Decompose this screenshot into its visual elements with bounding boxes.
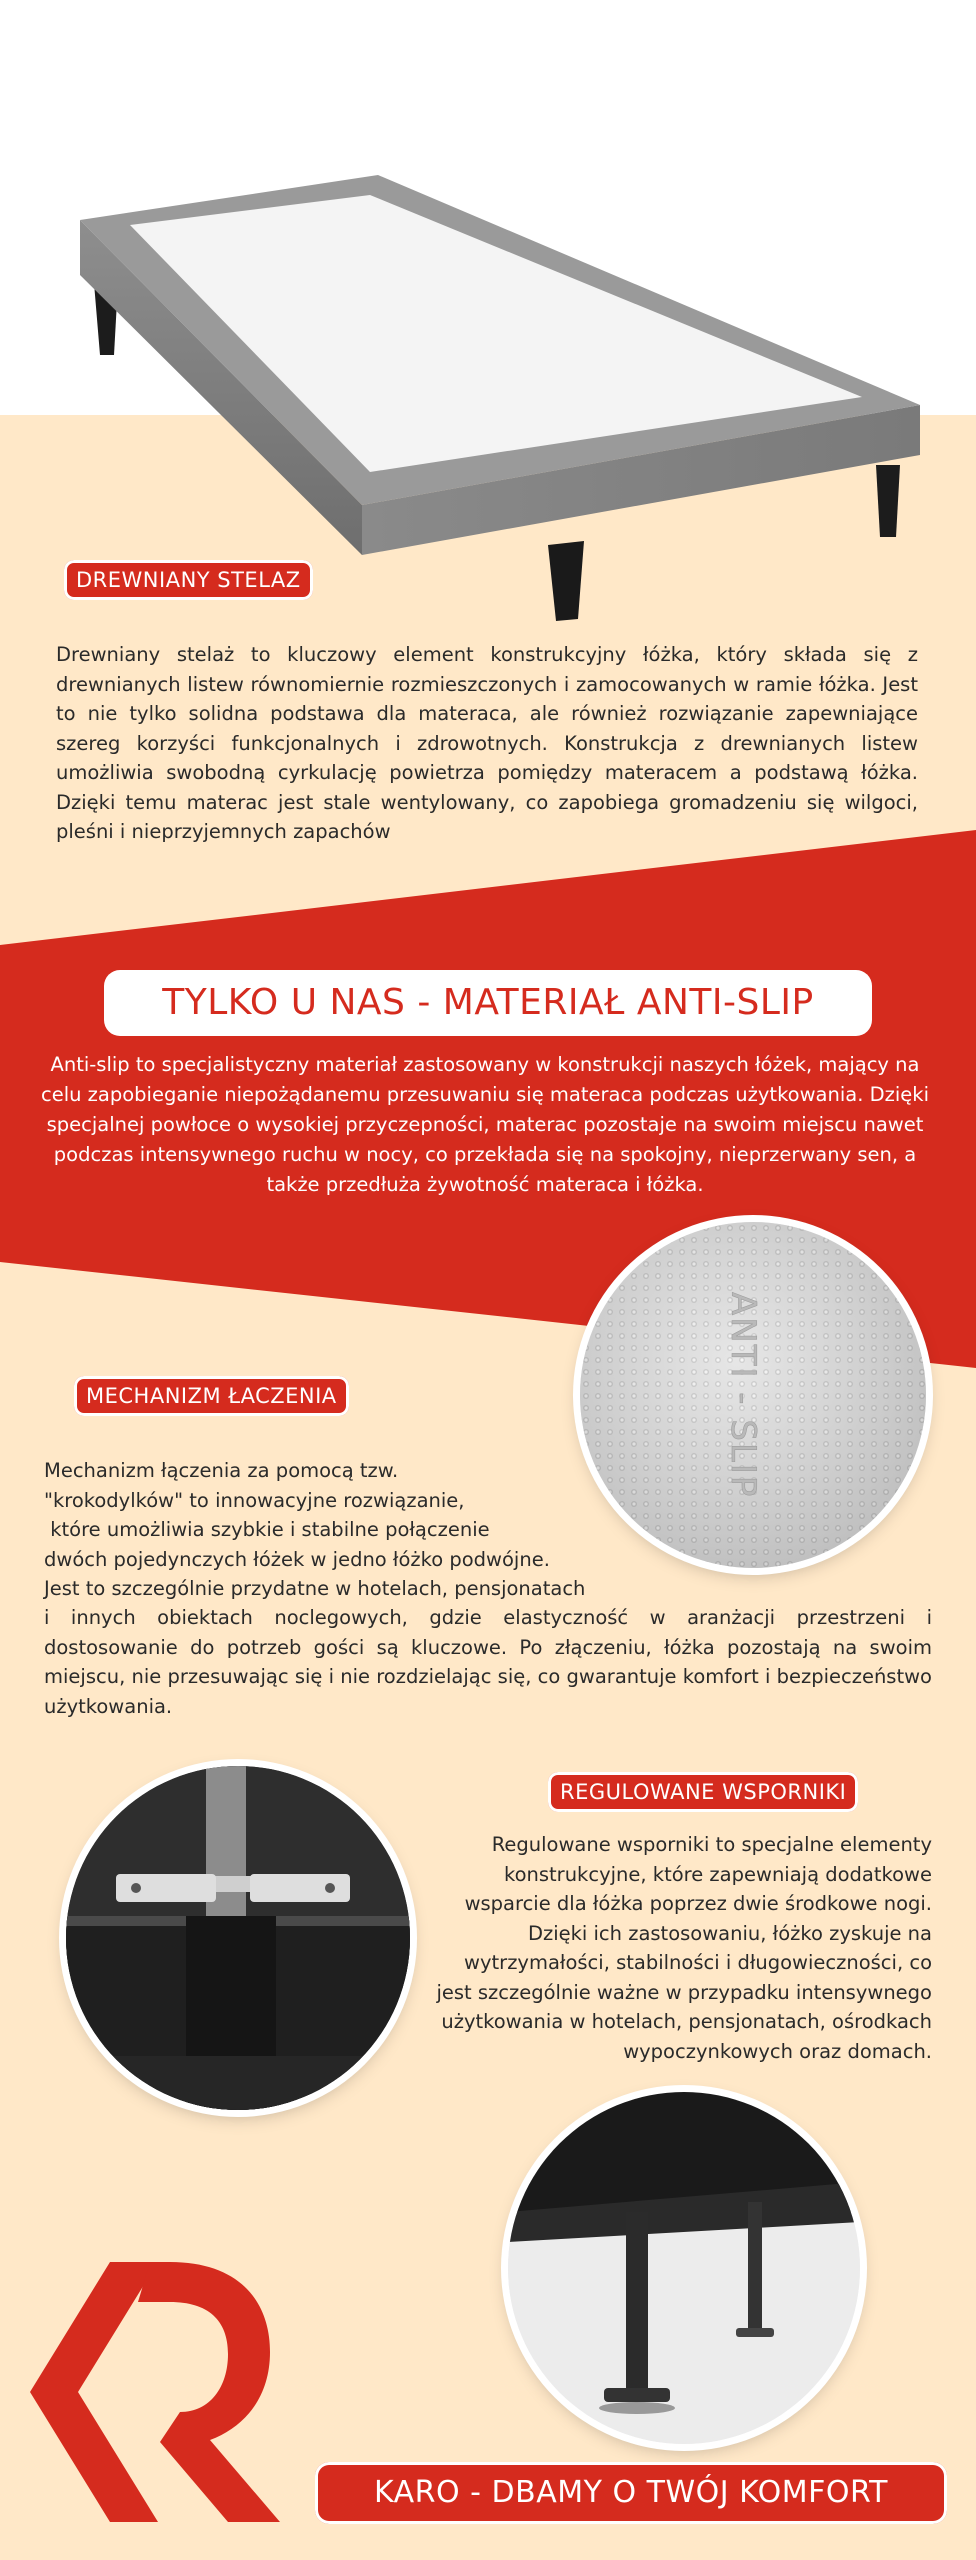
mechanism-description: i innych obiektach noclegowych, gdzie elastyczność w aranżacji przestrzeni i dostosowanie do potrzeb gości są kluczowe. Po złączeniu, łóżka pozostają na swoim miejscu, nie przesuwając się i nie rozdzielając się, co gwarantuje komfort i bezpieczeństwo użytkowania. bbox=[44, 1606, 932, 1718]
anti-slip-title-box bbox=[104, 970, 872, 1036]
mechanism-line: które umożliwia szybkie i stabilne połączenie bbox=[44, 1518, 490, 1541]
connector-image bbox=[66, 1766, 410, 2110]
mechanism-line: dwóch pojedynczych łóżek w jedno łóżko podwójne. bbox=[44, 1547, 550, 1571]
wood-frame-title-badge bbox=[64, 560, 313, 600]
mechanism-line: "krokodylków" to innowacyjne rozwiązanie, bbox=[44, 1488, 465, 1512]
anti-slip-fabric-image bbox=[580, 1222, 926, 1568]
mechanism-title-badge bbox=[74, 1376, 349, 1416]
wood-frame-description: Drewniany stelaż to kluczowy element konstrukcyjny łóżka, który składa się z drewnianych listew równomiernie rozmieszczonych i zamocowanych w ramie łóżka. Jest to nie tylko solidna podstawa dla materaca, ale również rozwiązanie zapewniające szereg korzyści funkcjonalnych i zdrowotnych. Konstrukcja z drewnianych listew umożliwia swobodną cyrkulację powietrza pomiędzy materacem a podstawą łóżka. Dzięki temu materac jest stale wentylowany, co zapobiega gromadzeniu się wilgoci, pleśni i nieprzyjemnych zapachów bbox=[56, 643, 918, 843]
mechanism-line: Mechanizm łączenia za pomocą tzw. bbox=[44, 1459, 399, 1482]
support-leg-image bbox=[508, 2092, 860, 2444]
supports-title: REGULOWANE WSPORNIKI bbox=[560, 1780, 847, 1804]
supports-description: Regulowane wsporniki to specjalne elementy konstrukcyjne, które zapewniają dodatkowe wsparcie dla łóżka poprzez dwie środkowe nogi. Dzięki ich zastosowaniu, łóżko zyskuje na wytrzymałości, stabilności i długowieczności, co jest szczególnie ważne w przypadku intensywnego użytkowania w hotelach, pensjonatach, ośrodkach wypoczynkowych oraz domach. bbox=[436, 1833, 932, 2063]
anti-slip-description: Anti-slip to specjalistyczny materiał zastosowany w konstrukcji naszych łóżek, mający na celu zapobieganie niepożądanemu przesuwaniu się materaca podczas użytkowania. Dzięki specjalnej powłoce o wysokiej przyczepności, materac pozostaje na swoim miejscu nawet podczas intensywnego ruchu w nocy, co przekłada się na spokojny, nieprzerwany sen, a także przedłuża żywotność materaca i łóżka. bbox=[40, 1053, 929, 1196]
footer-slogan-banner bbox=[315, 2462, 947, 2524]
karo-logo-icon bbox=[30, 2262, 290, 2522]
anti-slip-title: TYLKO U NAS - MATERIAŁ ANTI-SLIP bbox=[162, 982, 814, 1023]
footer-slogan: KARO - DBAMY O TWÓJ KOMFORT bbox=[374, 2475, 888, 2510]
mechanism-intro bbox=[44, 1456, 604, 1604]
supports-title-badge bbox=[548, 1772, 858, 1812]
mechanism-line: Jest to szczególnie przydatne w hotelach, pensjonatach bbox=[44, 1577, 586, 1600]
bed-leg bbox=[876, 465, 900, 537]
wood-frame-title: DREWNIANY STELAZ bbox=[76, 568, 301, 592]
mechanism-title: MECHANIZM ŁACZENIA bbox=[86, 1384, 337, 1408]
anti-slip-fabric-label: ANTI - SLIP bbox=[723, 1292, 763, 1499]
bed-leg bbox=[548, 541, 584, 621]
